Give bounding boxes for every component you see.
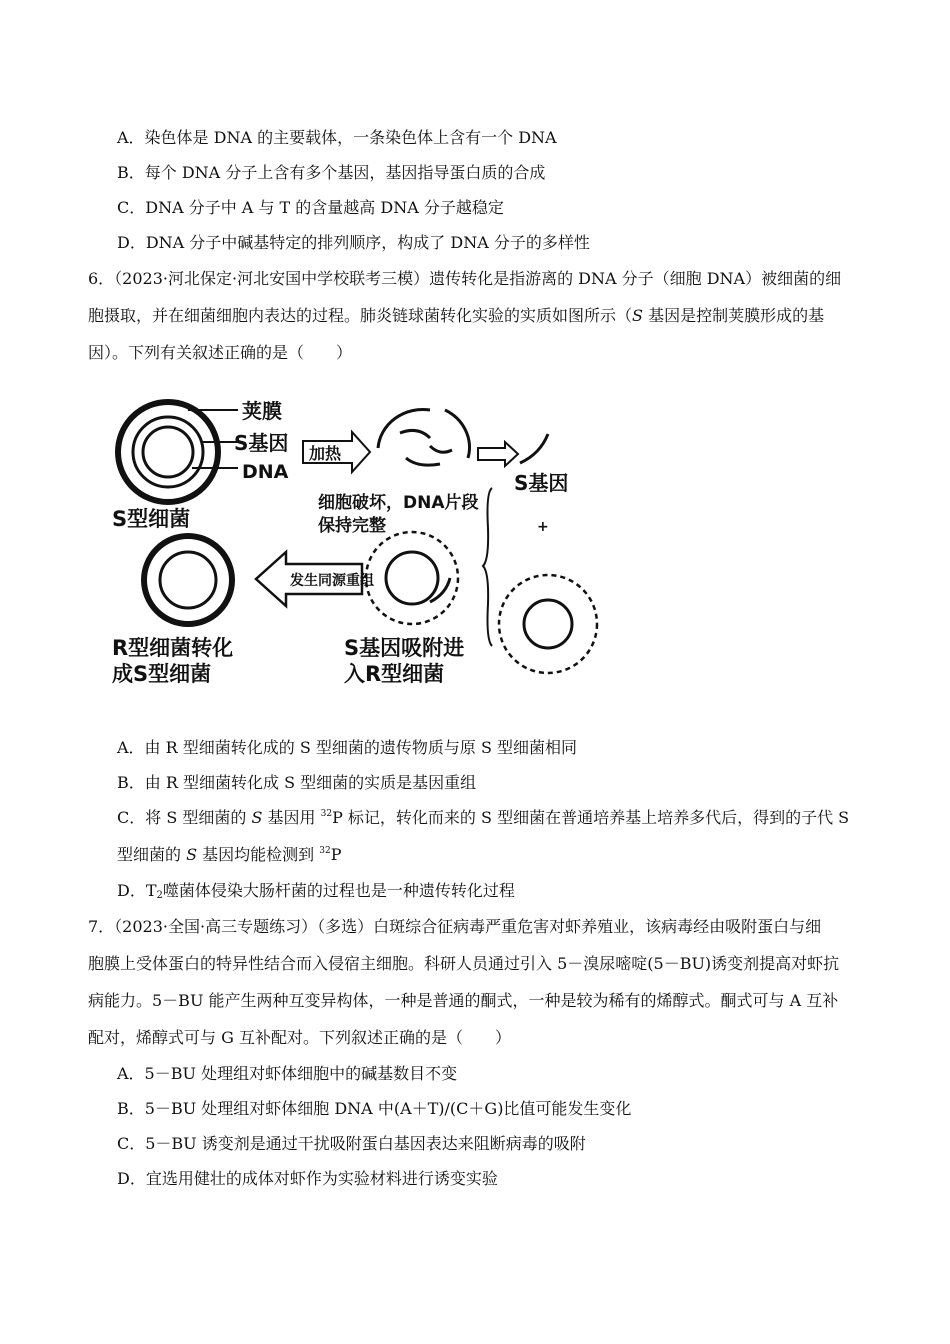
label-cell-broken-1: 细胞破坏，DNA片段 (318, 493, 479, 513)
label-r-to-s-2: 成S型细菌 (112, 662, 212, 686)
s-bacterium-figure (118, 402, 238, 502)
q7-stem-line4: 配对，烯醇式可与 G 互补配对。下列叙述正确的是（ ） (88, 1028, 511, 1047)
label-adsorb-1: S基因吸附进 (344, 636, 465, 660)
label-s-gene-right: S基因 (514, 471, 569, 495)
label-s-bacteria: S型细菌 (112, 507, 191, 531)
q7-option-a: A．5－BU 处理组对虾体细胞中的碱基数目不变 (117, 1064, 458, 1083)
q6-option-a: A．由 R 型细菌转化成的 S 型细菌的遗传物质与原 S 型细菌相同 (117, 738, 578, 757)
label-r-to-s-1: R型细菌转化 (112, 636, 234, 660)
q6-option-b: B．由 R 型细菌转化成 S 型细菌的实质是基因重组 (117, 773, 477, 792)
q6-option-c-line2: 型细菌的 S 基因均能检测到 $^{32}$P (117, 845, 342, 864)
label-cell-broken-2: 保持完整 (318, 516, 386, 536)
label-s-gene: S基因 (234, 431, 289, 455)
q5-option-a: A．染色体是 DNA 的主要载体，一条染色体上含有一个 DNA (117, 128, 557, 147)
q6-option-d: D．$T_2$噬菌体侵染大肠杆菌的过程也是一种遗传转化过程 (117, 881, 515, 901)
q5-option-d: D．DNA 分子中碱基特定的排列顺序，构成了 DNA 分子的多样性 (117, 233, 590, 252)
label-plus: + (537, 519, 549, 535)
label-capsule: 荚膜 (242, 399, 282, 423)
transformation-diagram (100, 388, 620, 698)
q6-stem-line3: 因）。下列有关叙述正确的是（ ） (88, 343, 353, 362)
s-gene-fragment (520, 434, 548, 463)
label-dna: DNA (242, 461, 289, 483)
r-bacterium-figure (499, 575, 597, 673)
q7-option-b: B．5－BU 处理组对虾体细胞 DNA 中(A＋T)/(C＋G)比值可能发生变化 (117, 1099, 632, 1118)
adsorption-cell-figure (366, 532, 458, 624)
q6-stem-line1: 6．（2023·河北保定·河北安国中学校联考三模）遗传转化是指游离的 DNA 分子（细胞 DNA）被细菌的细 (88, 269, 842, 288)
label-adsorb-2: 入R型细菌 (344, 662, 445, 686)
transformed-bacterium-figure (144, 536, 232, 624)
q5-option-b: B．每个 DNA 分子上含有多个基因，基因指导蛋白质的合成 (117, 163, 546, 182)
q6-stem-line2: 胞摄取，并在细菌细胞内表达的过程。肺炎链球菌转化实验的实质如图所示（S 基因是控制荚膜形成的基 (88, 306, 825, 325)
q5-option-c: C．DNA 分子中 A 与 T 的含量越高 DNA 分子越稳定 (117, 198, 504, 217)
q7-stem-line2: 胞膜上受体蛋白的特异性结合而入侵宿主细胞。科研人员通过引入 5－溴尿嘧啶(5－BU)诱变剂提高对虾抗 (88, 954, 840, 973)
small-arrow (478, 442, 518, 466)
label-heat: 加热 (309, 444, 342, 463)
brace (483, 488, 492, 646)
label-recombination: 发生同源重组 (290, 573, 374, 589)
q7-option-c: C．5－BU 诱变剂是通过干扰吸附蛋白基因表达来阻断病毒的吸附 (117, 1134, 586, 1153)
q7-stem-line1: 7．（2023·全国·高三专题练习）（多选）白斑综合征病毒严重危害对虾养殖业，该病毒经由吸附蛋白与细 (88, 917, 822, 936)
q6-option-c: C．将 S 型细菌的 S 基因用 $^{32}$P 标记，转化而来的 S 型细菌在普通培养基上培养多代后，得到的子代 S (117, 808, 850, 827)
q7-stem-line3: 病能力。5－BU 能产生两种互变异构体，一种是普通的酮式，一种是较为稀有的烯醇式。酮式可与 A 互补 (88, 991, 839, 1010)
broken-cell-figure (378, 409, 469, 465)
q7-option-d: D．宜选用健壮的成体对虾作为实验材料进行诱变实验 (117, 1169, 498, 1188)
